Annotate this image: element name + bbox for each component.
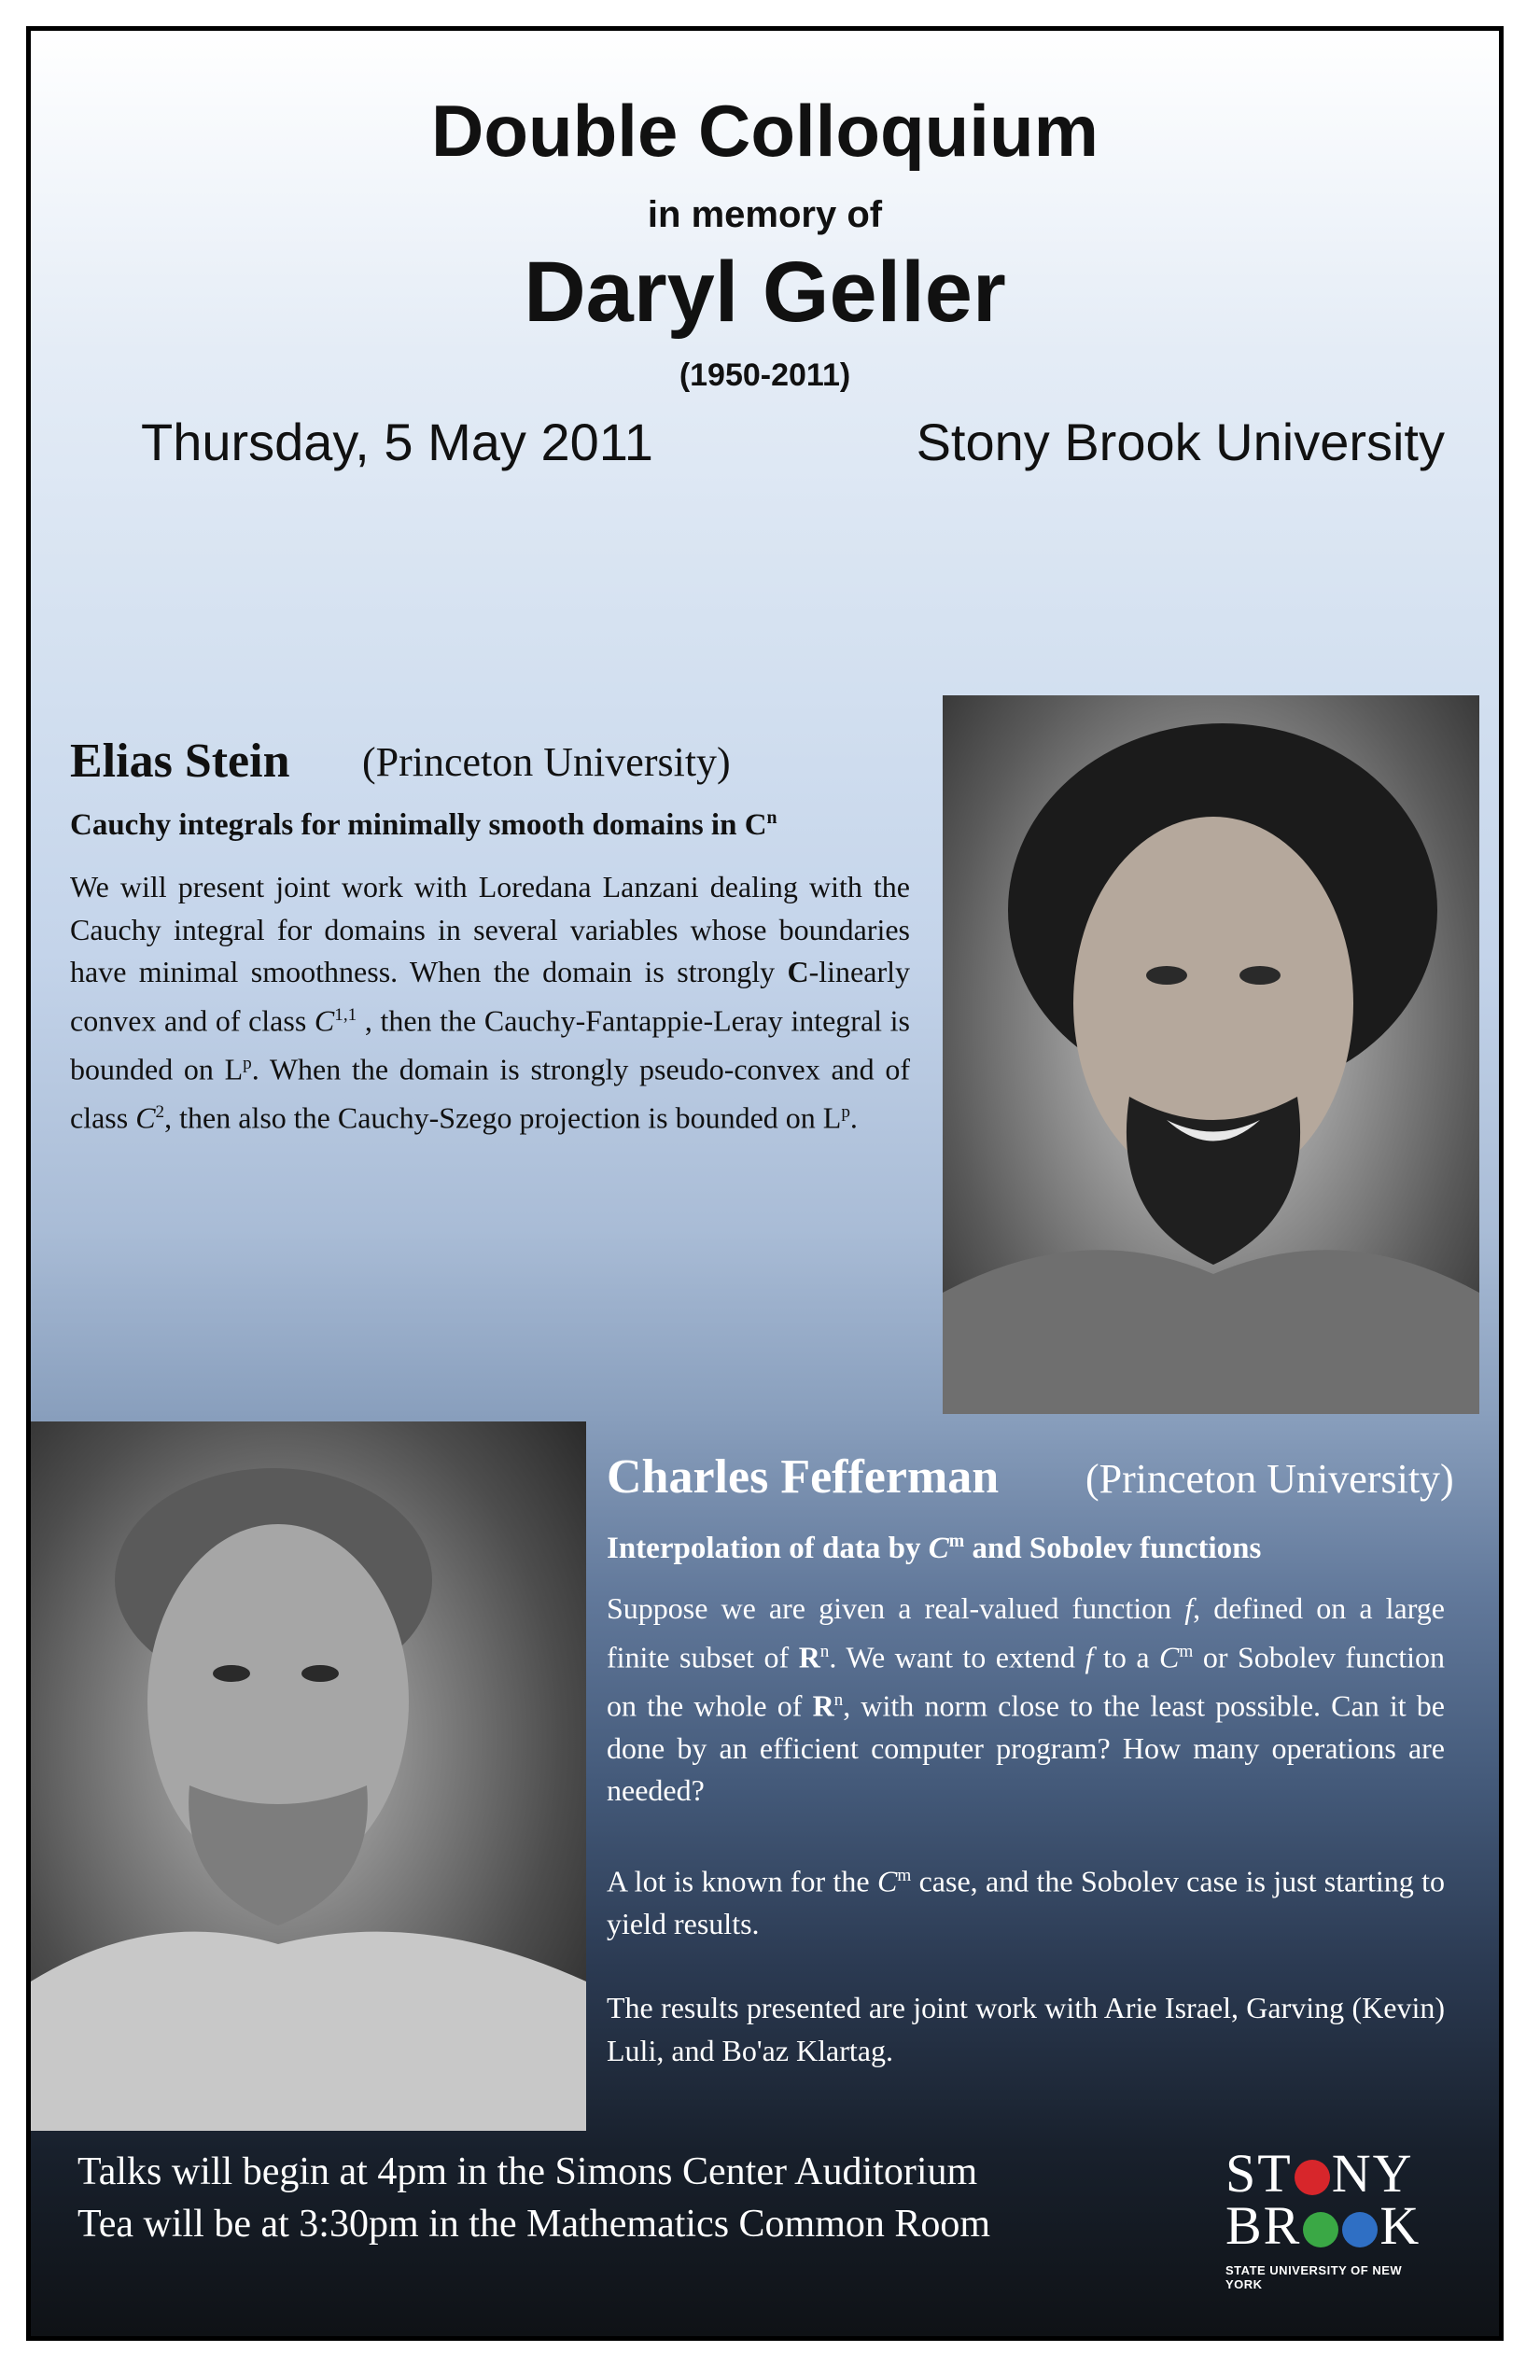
- colloquium-poster: [26, 26, 1504, 2341]
- speaker-1-affiliation: (Princeton University): [362, 739, 731, 785]
- honoree-name: Daryl Geller: [524, 245, 1006, 340]
- speaker-2-name: Charles Fefferman: [607, 1450, 1000, 1504]
- event-place: Stony Brook University: [916, 413, 1445, 471]
- talk-2-abstract-p2: A lot is known for the $C^m$ case, and the Sobolev case is just starting to yield results.: [607, 1864, 1446, 1940]
- portrait-placeholder-1: [943, 695, 1479, 1414]
- talk-1-abstract: We will present joint work with Loredana Lanzani dealing with the Cauchy integral for domains in several variables whose boundaries have minimal smoothness. When the domain is strongly C-linearly convex and of class C$^{1,1}$ , then the Cauchy-Fantappie-Leray integral is bounded on $L^p$. When the domain is strongly pseudo-convex and of class $C^2$, then also the Cauchy-Szego projection is bounded on $L^p$.: [70, 870, 911, 1135]
- speaker-1-photo: [943, 695, 1479, 1414]
- footer-tea-time: Tea will be at 3:30pm in the Mathematics Common Room: [77, 2203, 991, 2246]
- talk-2-abstract-p1: Suppose we are given a real-valued function f, defined on a large finite subset of $R^n$. We want to extend f to a $C^m$ or Sobolev function on the whole of $R^n$, with norm close to the least possible. Can it be done by an efficient computer program? How many operations are needed?: [607, 1591, 1446, 1808]
- poster-title: Double Colloquium: [431, 90, 1099, 172]
- footer-talk-time: Talks will begin at 4pm in the Simons Center Auditorium: [77, 2150, 978, 2193]
- logo-green-dot-icon: [1303, 2212, 1338, 2247]
- talk-2-title: Interpolation of data by $C^m$ and Sobolev functions: [607, 1531, 1262, 1565]
- speaker-2-affiliation: (Princeton University): [1085, 1456, 1454, 1502]
- talk-2-abstract-p3: The results presented are joint work with Arie Israel, Garving (Kevin) Luli, and Bo'az Klartag.: [607, 1991, 1445, 2067]
- event-date: Thursday, 5 May 2011: [141, 413, 653, 471]
- logo-blue-dot-icon: [1342, 2212, 1378, 2247]
- stony-brook-logo: [1225, 2142, 1440, 2291]
- logo-subtitle: STATE UNIVERSITY OF NEW YORK: [1225, 2263, 1403, 2291]
- logo-red-dot-icon: [1295, 2160, 1330, 2195]
- talk-2-abstract: [607, 1588, 1445, 2114]
- portrait-placeholder-2: [31, 1421, 586, 2131]
- honoree-years: (1950-2011): [679, 357, 851, 393]
- talk-1-title: Cauchy integrals for minimally smooth domains in $C^n$: [70, 807, 777, 842]
- speaker-1-name: Elias Stein: [70, 735, 290, 788]
- logo-line-1: ST NY: [1225, 2143, 1414, 2204]
- speaker-2-photo: [31, 1421, 586, 2131]
- poster-subtitle: in memory of: [647, 194, 883, 235]
- logo-line-2: BR K: [1225, 2195, 1421, 2256]
